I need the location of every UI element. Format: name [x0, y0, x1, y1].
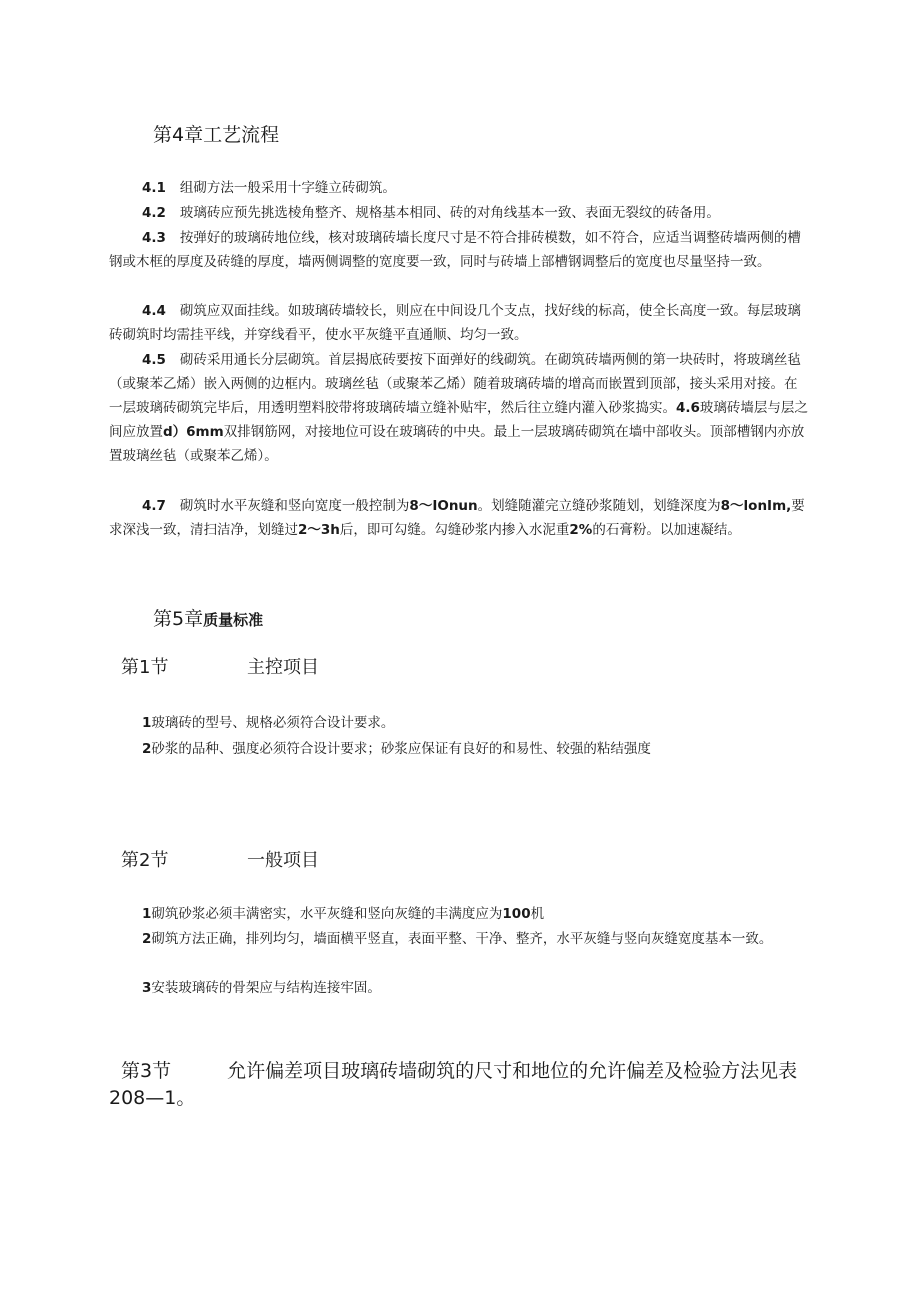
item-text: 玻璃砖的型号、规格必须符合设计要求。 — [151, 715, 395, 731]
item-text: 后，即可勾缝。勾缝砂浆内掺入水泥重 — [339, 522, 570, 538]
section-2-title: 一般项目 — [247, 850, 319, 871]
item-text: 按弹好的玻璃砖地位线，核对玻璃砖墙长度尺寸是不符合排砖模数，如不符合，应适当调整砖墙两侧的槽钢或木框的厚度及砖缝的厚度，墙两侧调整的宽度要一致，同时与砖墙上部槽钢调整后的宽度也尽量坚持一致。 — [109, 230, 801, 270]
item-4-1 — [109, 176, 809, 200]
item-number: 4.3 — [142, 230, 166, 246]
section-3 — [109, 1058, 809, 1112]
item-text: 砌筑应双面挂线。如玻璃砖墙较长，则应在中间设几个支点，找好线的标高，使全长高度一致。每层玻璃砖砌筑时均需挂平线，并穿线看平，使水平灰缝平直通顺、均匀一致。 — [109, 303, 801, 343]
item-emphasis: 8〜lonIm, — [720, 498, 792, 514]
item-number: 4.7 — [142, 498, 166, 514]
item-number: 1 — [142, 906, 152, 922]
section-3-label: 第3节 — [121, 1060, 172, 1082]
item-text: 砌筑时水平灰缝和竖向宽度一般控制为 — [179, 498, 410, 514]
item-4-7 — [109, 494, 809, 542]
item-4-3 — [109, 226, 809, 274]
item-number: 2 — [142, 741, 152, 757]
section-2-item-1 — [109, 902, 809, 926]
item-emphasis: 2〜3h — [298, 522, 340, 538]
chapter-5-title-sub: 质量标准 — [203, 611, 264, 629]
item-number: 4.1 — [142, 180, 166, 196]
item-text: 机 — [530, 906, 545, 922]
item-text: 的石膏粉。以加速凝结。 — [592, 522, 741, 538]
section-2-item-2 — [109, 927, 809, 951]
section-1-label: 第1节 — [121, 657, 169, 678]
item-emphasis: d）6mm — [163, 424, 224, 440]
chapter-4-title: 第4章工艺流程 — [153, 124, 280, 146]
item-text: 砌筑方法正确，排列均匀，墙面横平竖直，表面平整、干净、整齐，水平灰缝与竖向灰缝宽度基本一致。 — [151, 931, 773, 947]
item-4-2 — [109, 201, 809, 225]
item-number: 4.4 — [142, 303, 166, 319]
item-number: 2 — [142, 931, 152, 947]
item-4-4 — [109, 299, 809, 347]
item-number: 4.6 — [676, 400, 700, 416]
section-2-item-3 — [109, 976, 809, 1000]
item-number: 4.2 — [142, 205, 166, 221]
section-1-item-2 — [109, 737, 809, 761]
item-text: 安装玻璃砖的骨架应与结构连接牢固。 — [151, 980, 381, 996]
item-text: 砌砖采用通长分层砌筑。首层揭底砖要按下面弹好的线砌筑。在砌筑砖墙两侧的第一块砖时，将玻璃丝毡（或聚苯乙烯）嵌入两侧的边框内。玻璃丝毡（或聚苯乙烯）随着玻璃砖墙的增高而嵌置到顶部，接头采用对接。在一层玻璃砖砌筑完毕后，用透明塑料胶带将玻璃砖墙立缝补贴牢，然后往立缝内灌入砂浆捣实。 — [109, 352, 801, 416]
chapter-5-title-main: 第5章 — [153, 608, 204, 630]
item-text: 双排钢筋网，对接地位可设在玻璃砖的中央。最上一层玻璃砖砌筑在墙中部收头。顶部槽钢内亦放置玻璃丝毡（或聚苯乙烯）。 — [109, 424, 805, 464]
item-text: 要求深浅一致，清扫洁净，划缝过 — [109, 498, 805, 538]
item-text: 砂浆的品种、强度必须符合设计要求；砂浆应保证有良好的和易性、较强的粘结强度 — [151, 741, 651, 757]
item-emphasis: 100 — [502, 906, 531, 922]
item-text: 。划缝随灌完立缝砂浆随划，划缝深度为 — [477, 498, 721, 514]
item-4-5 — [109, 348, 809, 468]
item-emphasis: 8〜IOnun — [409, 498, 478, 514]
item-text: 砌筑砂浆必须丰满密实，水平灰缝和竖向灰缝的丰满度应为 — [151, 906, 503, 922]
item-text: 组砌方法一般采用十字缝立砖砌筑。 — [179, 180, 396, 196]
section-1-item-1 — [109, 711, 809, 735]
item-number: 3 — [142, 980, 152, 996]
item-text: 玻璃砖应预先挑选棱角整齐、规格基本相同、砖的对角线基本一致、表面无裂纹的砖备用。 — [179, 205, 720, 221]
item-emphasis: 2% — [569, 522, 593, 538]
section-3-text: 允许偏差项目玻璃砖墙砌筑的尺寸和地位的允许偏差及检验方法见表208—1。 — [109, 1060, 798, 1109]
item-number: 1 — [142, 715, 152, 731]
item-text: 玻璃砖墙层与层之间应放置 — [109, 400, 808, 440]
section-2-label: 第2节 — [121, 850, 169, 871]
item-number: 4.5 — [142, 352, 166, 368]
section-1-title: 主控项目 — [247, 657, 319, 678]
chapter-5-title — [153, 604, 263, 631]
